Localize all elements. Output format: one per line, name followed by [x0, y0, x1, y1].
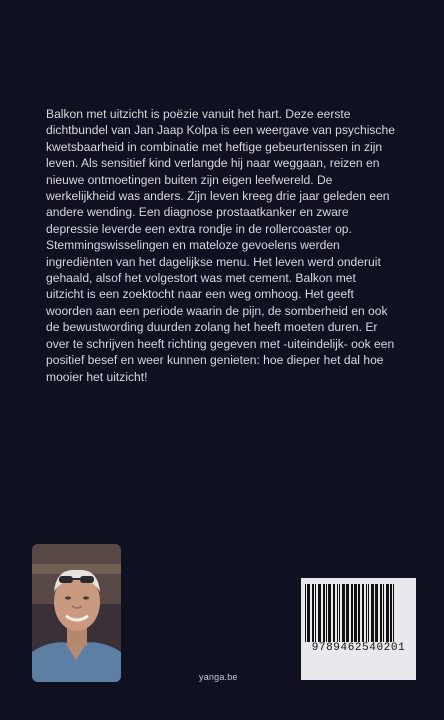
barcode-bar [346, 584, 349, 650]
blurb-line: gehaald, alsof het volgestort was met cement. Balkon met [46, 271, 356, 286]
barcode-bar [386, 584, 389, 650]
barcode-bar [305, 584, 306, 650]
blurb-line: depressie leverde een extra rondje in de rollercoaster op. [46, 221, 352, 236]
barcode-bar [323, 584, 325, 650]
blurb-line: ingrediënten van het dagelijkse menu. Het leven werd onderuit [46, 254, 381, 269]
barcode-bar [366, 584, 367, 650]
barcode-bar [358, 584, 360, 650]
barcode-bar [315, 584, 316, 650]
barcode-bar [371, 584, 374, 650]
barcode-bar [375, 584, 378, 650]
barcode-bar [351, 584, 353, 650]
blurb-line: kwetsbaarheid in combinatie met heftige gebeurtenissen in zijn [46, 139, 383, 154]
author-portrait-image [32, 544, 121, 682]
publisher-name: yanga.be [199, 672, 238, 682]
barcode-bar [326, 584, 327, 650]
barcode-bar [339, 584, 340, 650]
blurb-line: uitzicht is een zoektocht naar een weg omhoog. Het geeft [46, 287, 354, 302]
isbn-barcode [301, 578, 416, 680]
barcode-bar [354, 584, 357, 650]
blurb-line: over te schrijven heeft richting gegeven met -uiteindelijk- ook een [46, 336, 395, 351]
blurb-line: leven. Als sensitief kind verlangde hij naar weggaan, reizen en [46, 156, 380, 171]
blurb-line: woorden aan een periode waarin de pijn, de somberheid en ook [46, 303, 388, 318]
barcode-bar [390, 584, 392, 650]
blurb-line: de bewustwording duurden zolang het heeft moeten duren. Er [46, 320, 378, 335]
barcode-bar [312, 584, 314, 650]
barcode-bar [362, 584, 364, 650]
blurb-line: positief besef en weer kunnen genieten: hoe dieper het dal hoe [46, 353, 384, 368]
barcode-bar [380, 584, 382, 650]
blurb-line: werkelijkheid was anders. Zijn leven kreeg drie jaar geleden een [46, 189, 390, 204]
barcode-bar [342, 584, 345, 650]
barcode-bar [337, 584, 338, 650]
blurb-line: dichtbundel van Jan Jaap Kolpa is een weergave van psychische [46, 123, 395, 138]
barcode-bar [328, 584, 331, 650]
barcode-bars [301, 578, 416, 680]
barcode-bar [333, 584, 335, 650]
blurb-line: nieuwe ontmoetingen buiten zijn eigen leefwereld. De [46, 172, 333, 187]
blurb-line: andere wending. Een diagnose prostaatkanker en zware [46, 205, 349, 220]
barcode-bar [307, 584, 310, 650]
isbn-number: 9789462540201 [303, 642, 414, 654]
blurb-line: Balkon met uitzicht is poëzie vanuit het hart. Deze eerste [46, 107, 351, 121]
barcode-bar [368, 584, 369, 650]
barcode-bar [383, 584, 384, 650]
author-photo [32, 544, 121, 682]
blurb-text [46, 106, 426, 385]
barcode-bar [318, 584, 321, 650]
blurb-line: Stemmingswisselingen en mateloze gevoelens werden [46, 238, 340, 253]
blurb-line: mooier het uitzicht! [46, 369, 148, 384]
barcode-bar [393, 584, 394, 650]
